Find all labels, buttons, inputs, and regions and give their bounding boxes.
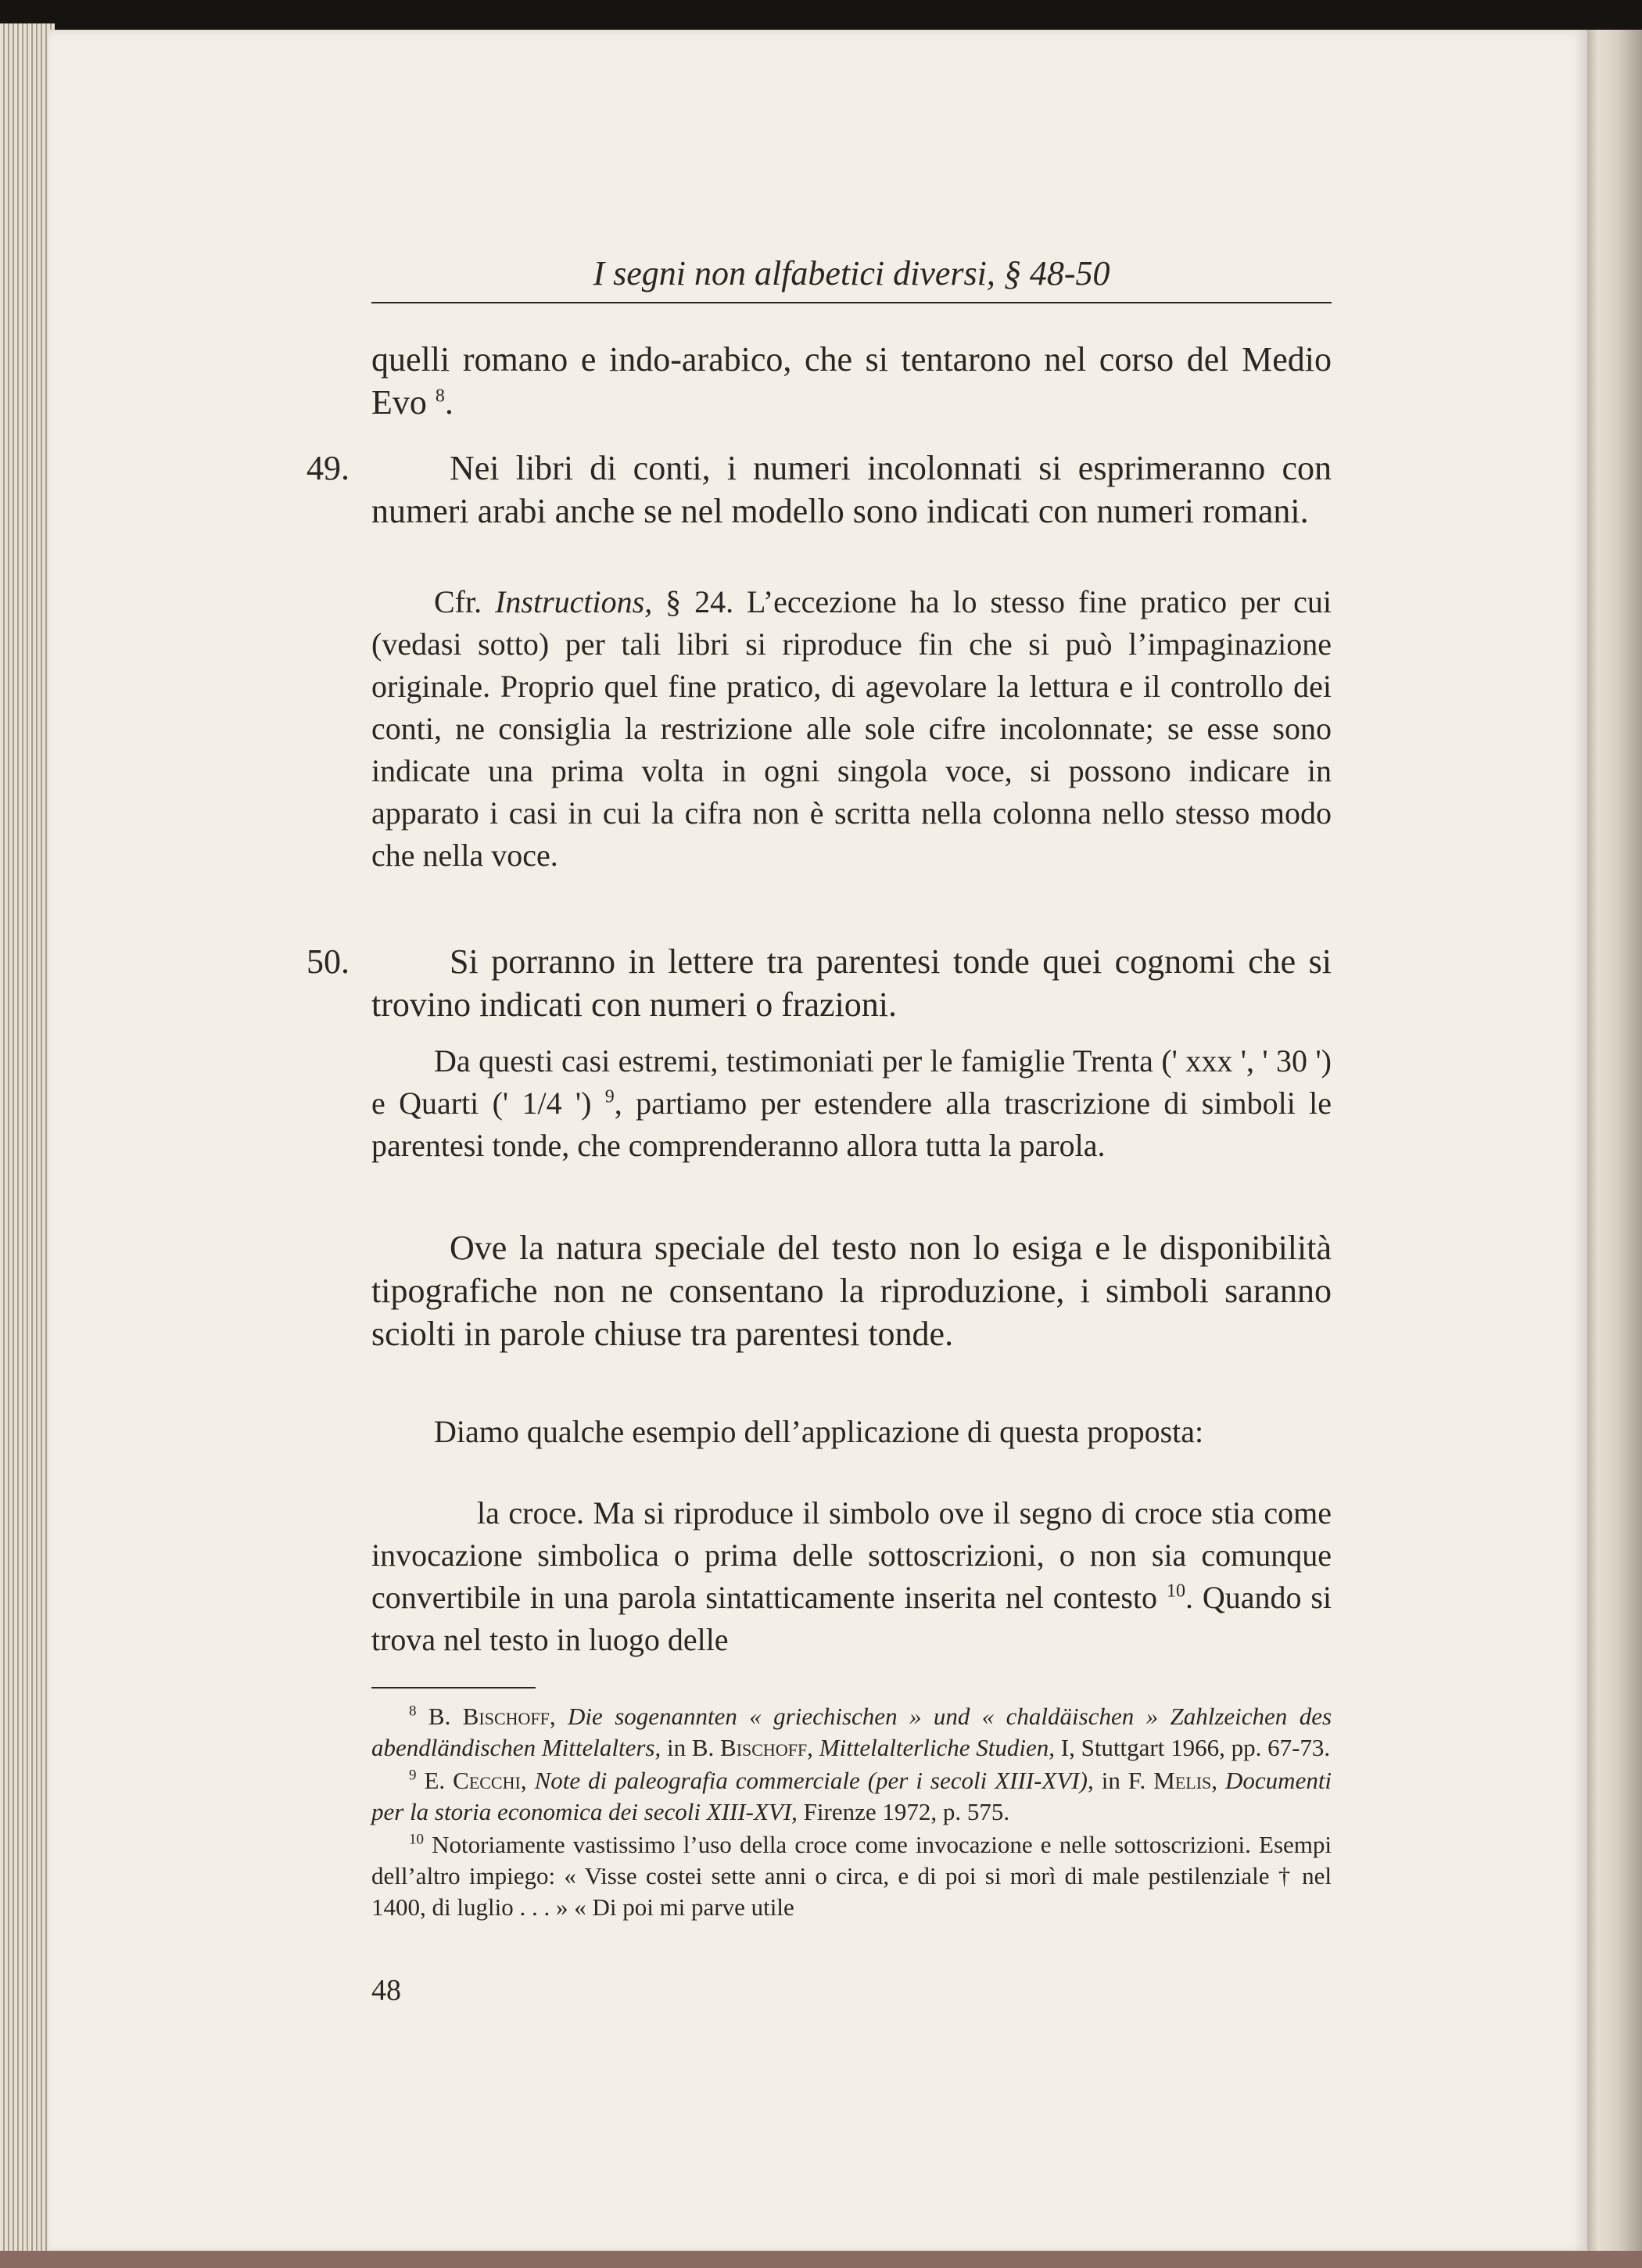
rule-50-text: Si porranno in lettere tra parentesi tonde quei cognomi che si trovino indicati con numeri o frazioni. xyxy=(371,942,1332,1024)
footnote-ref-9: 9 xyxy=(604,1086,615,1107)
footnotes xyxy=(371,1701,1332,1925)
footnote-ref-8: 8 xyxy=(435,386,445,407)
cross-example: la croce. Ma si riproduce il simbolo ove il segno di croce stia come invocazione simbolica o prima delle sottoscrizioni, o non sia comunque convertibile in una parola sintatticamente inserita nel contesto $^{10}$. Quando si trova nel testo in luogo delle xyxy=(371,1495,1332,1657)
rule-49-commentary: Cfr. Instructions, § 24. L’eccezione ha lo stesso fine pratico per cui (vedasi sotto) per tali libri si riproduce fin che si può l’impaginazione originale. Proprio quel fine pratico, di agevolare la lettura e il controllo dei conti, ne consiglia la restrizione alle sole cifre incolonnate; se esse sono indicate una prima volta in ogni singola voce, si possono indicare in apparato i casi in cui la cifra non è scritta nella colonna nello stesso modo che nella voce. xyxy=(371,584,1332,873)
footnote-ref-10: 10 xyxy=(1166,1581,1185,1602)
footnote-9: $^9$ E. Cecchi, Note di paleografia commerciale (per i secoli XIII-XVI), in F. Melis, Documenti per la storia economica dei secoli XIII-XVI, Firenze 1972, p. 575. xyxy=(371,1767,1332,1825)
page-edges-right xyxy=(1587,30,1642,2252)
instructions-title: Instructions, xyxy=(495,584,653,619)
page-edges-left xyxy=(0,23,55,2252)
rule-50-paragraph-2: Ove la natura speciale del testo non lo esiga e le disponibilità tipografiche non ne consentano la riproduzione, i simboli saranno sciolti in parole chiuse tra parentesi tonde. xyxy=(371,1229,1332,1353)
book-cover-edge xyxy=(0,2251,1642,2268)
rule-number-49: 49. xyxy=(307,449,350,487)
continuation-paragraph: quelli romano e indo-arabico, che si tentarono nel corso del Medio Evo $^8$. xyxy=(371,340,1332,422)
example-intro: Diamo qualche esempio dell’applicazione di questa proposta: xyxy=(434,1414,1204,1449)
rule-49-text: Nei libri di conti, i numeri incolonnati si esprimeranno con numeri arabi anche se nel modello sono indicati con numeri romani. xyxy=(371,449,1332,530)
footnote-8: $^8$ B. Bischoff, Die sogenannten « griechischen » und « chaldäischen » Zahlzeichen des abendländischen Mittelalters, in B. Bischoff, Mittelalterliche Studien, I, Stuttgart 1966, pp. 67-73. xyxy=(371,1703,1332,1761)
footnote-10: $^{10}$ Notoriamente vastissimo l’uso della croce come invocazione e nelle sottoscrizioni. Esempi dell’altro impiego: « Visse costei sette anni o circa, e di poi si morì di male pestilenziale † nel 1400, di luglio . . . » « Di poi mi parve utile xyxy=(371,1831,1332,1921)
footnote-separator xyxy=(371,1687,536,1688)
page-number: 48 xyxy=(371,1974,401,2007)
rule-50-commentary: Da questi casi estremi, testimoniati per le famiglie Trenta (' xxx ', ' 30 ') e Quarti (' 1/4 ') $^9$, partiamo per estendere alla trascrizione di simboli le parentesi tonde, che comprenderanno allora tutta la parola. xyxy=(371,1043,1332,1163)
running-header: I segni non alfabetici diversi, § 48-50 xyxy=(371,250,1332,303)
book-spine-shadow xyxy=(0,0,1642,33)
rule-number-50: 50. xyxy=(307,942,350,981)
